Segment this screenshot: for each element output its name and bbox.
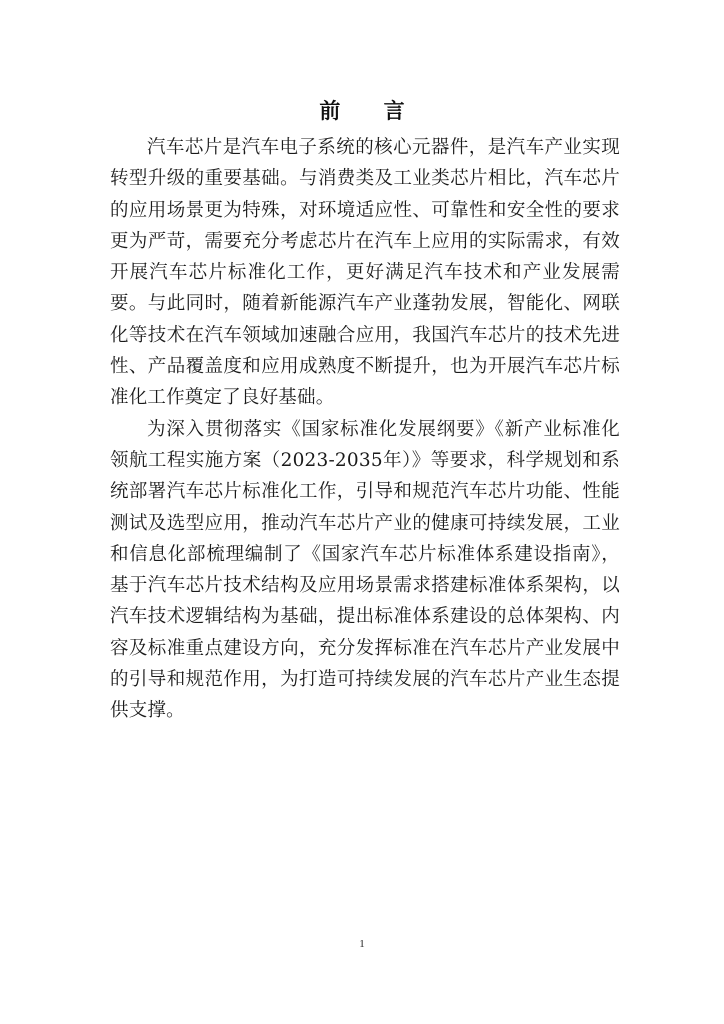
paragraph-purpose: 为深入贯彻落实《国家标准化发展纲要》《新产业标准化领航工程实施方案（2023-2035年）》等要求，科学规划和系统部署汽车芯片标准化工作，引导和规范汽车芯片功能、性能测试及选型应用，推动汽车芯片产业的健康可持续发展，工业和信息化部梳理编制了《国家汽车芯片标准体系建设指南》，基于汽车芯片技术结构及应用场景需求搭建标准体系架构，以汽车技术逻辑结构为基础，提出标准体系建设的总体架构、内容及标准重点建设方向，充分发挥标准在汽车芯片产业发展中的引导和规范作用，为打造可持续发展的汽车芯片产业生态提供支撑。	[110, 418, 620, 722]
paragraph-intro: 汽车芯片是汽车电子系统的核心元器件，是汽车产业实现转型升级的重要基础。与消费类及工业类芯片相比，汽车芯片的应用场景更为特殊，对环境适应性、可靠性和安全性的要求更为严苛，需要充分考虑芯片在汽车上应用的实际需求，有效开展汽车芯片标准化工作，更好满足汽车技术和产业发展需要。与此同时，随着新能源汽车产业蓬勃发展，智能化、网联化等技术在汽车领域加速融合应用，我国汽车芯片的技术先进性、产品覆盖度和应用成熟度不断提升，也为开展汽车芯片标准化工作奠定了良好基础。	[110, 137, 620, 409]
page-number: 1	[359, 938, 365, 950]
body-text	[110, 132, 620, 727]
page-title: 前 言	[319, 99, 423, 123]
